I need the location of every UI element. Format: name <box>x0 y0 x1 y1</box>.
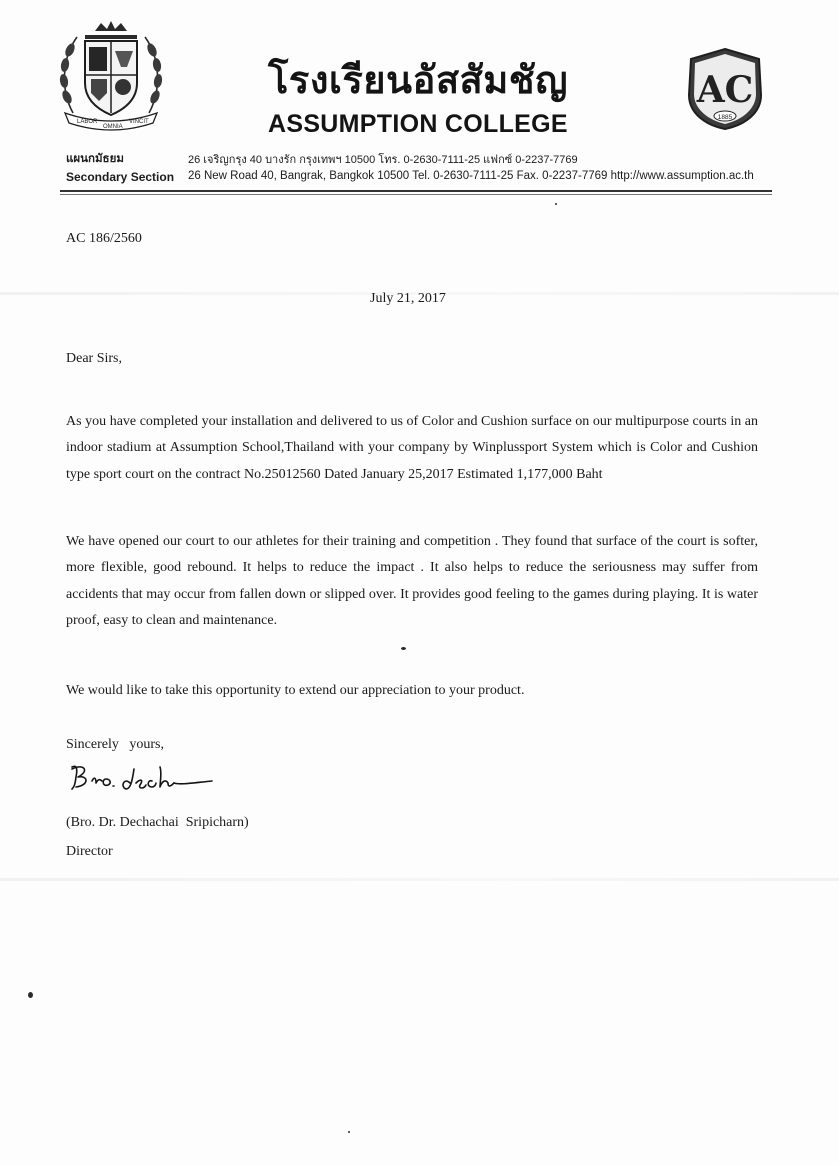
letterhead-divider <box>60 190 772 192</box>
section-label-thai: แผนกมัธยม <box>66 153 124 165</box>
letterhead-divider-thin <box>60 194 772 195</box>
crest-motto-word: VINCIT <box>129 119 149 125</box>
school-crest-right <box>685 47 765 131</box>
school-name-thai: โรงเรียนอัสสัมชัญ <box>268 58 568 102</box>
closing: Sincerely yours, <box>66 737 164 752</box>
letter-date: July 21, 2017 <box>370 291 446 306</box>
school-crest-left <box>55 17 167 135</box>
reference-number: AC 186/2560 <box>66 231 142 246</box>
scan-speck <box>348 1131 350 1133</box>
school-name-english: ASSUMPTION COLLEGE <box>268 110 568 138</box>
scan-speck <box>28 992 33 998</box>
address-thai: 26 เจริญกรุง 40 บางรัก กรุงเทพฯ 10500 โทร. 0-2630-7111-25 แฟกซ์ 0-2237-7769 <box>188 154 578 166</box>
scan-band <box>0 878 839 881</box>
crest-motto-word: LABOR <box>77 119 98 125</box>
handwritten-signature <box>66 757 216 797</box>
crest-motto-word: OMNIA <box>103 124 123 130</box>
section-label-english: Secondary Section <box>66 170 175 184</box>
salutation: Dear Sirs, <box>66 351 122 366</box>
body-paragraph: We would like to take this opportunity to extend our appreciation to your product. <box>66 683 525 698</box>
crest-year: 1885 <box>717 114 733 121</box>
signature-text: Bro. Dechai <box>66 757 71 758</box>
address-english: 26 New Road 40, Bangrak, Bangkok 10500 Tel. 0-2630-7111-25 Fax. 0-2237-7769 http://www.assumption.ac.th <box>188 170 754 182</box>
body-paragraph: As you have completed your installation and delivered to us of Color and Cushion surface on our multipurpose courts in an indoor stadium at Assumption School,Thailand with your company by Winplussport System which is Color and Cushion type sport court on the contract No.25012560 Dated January 25,2017 Estimated 1,177,000 Baht <box>66 414 758 482</box>
signer-title: Director <box>66 844 113 859</box>
body-paragraph: We have opened our court to our athletes for their training and competition . They found that surface of the court is softer, more flexible, good rebound. It helps to reduce the impact . It also helps to reduce the seriousness may suffer from accidents that may occur from fallen down or slipped over. It provides good feeling to the games during playing. It is water proof, easy to clean and maintenance. <box>66 534 758 628</box>
scan-speck <box>555 203 557 205</box>
scan-speck <box>401 647 406 650</box>
signer-name: (Bro. Dr. Dechachai Sripicharn) <box>66 815 249 830</box>
crest-monogram: AC <box>696 69 754 111</box>
